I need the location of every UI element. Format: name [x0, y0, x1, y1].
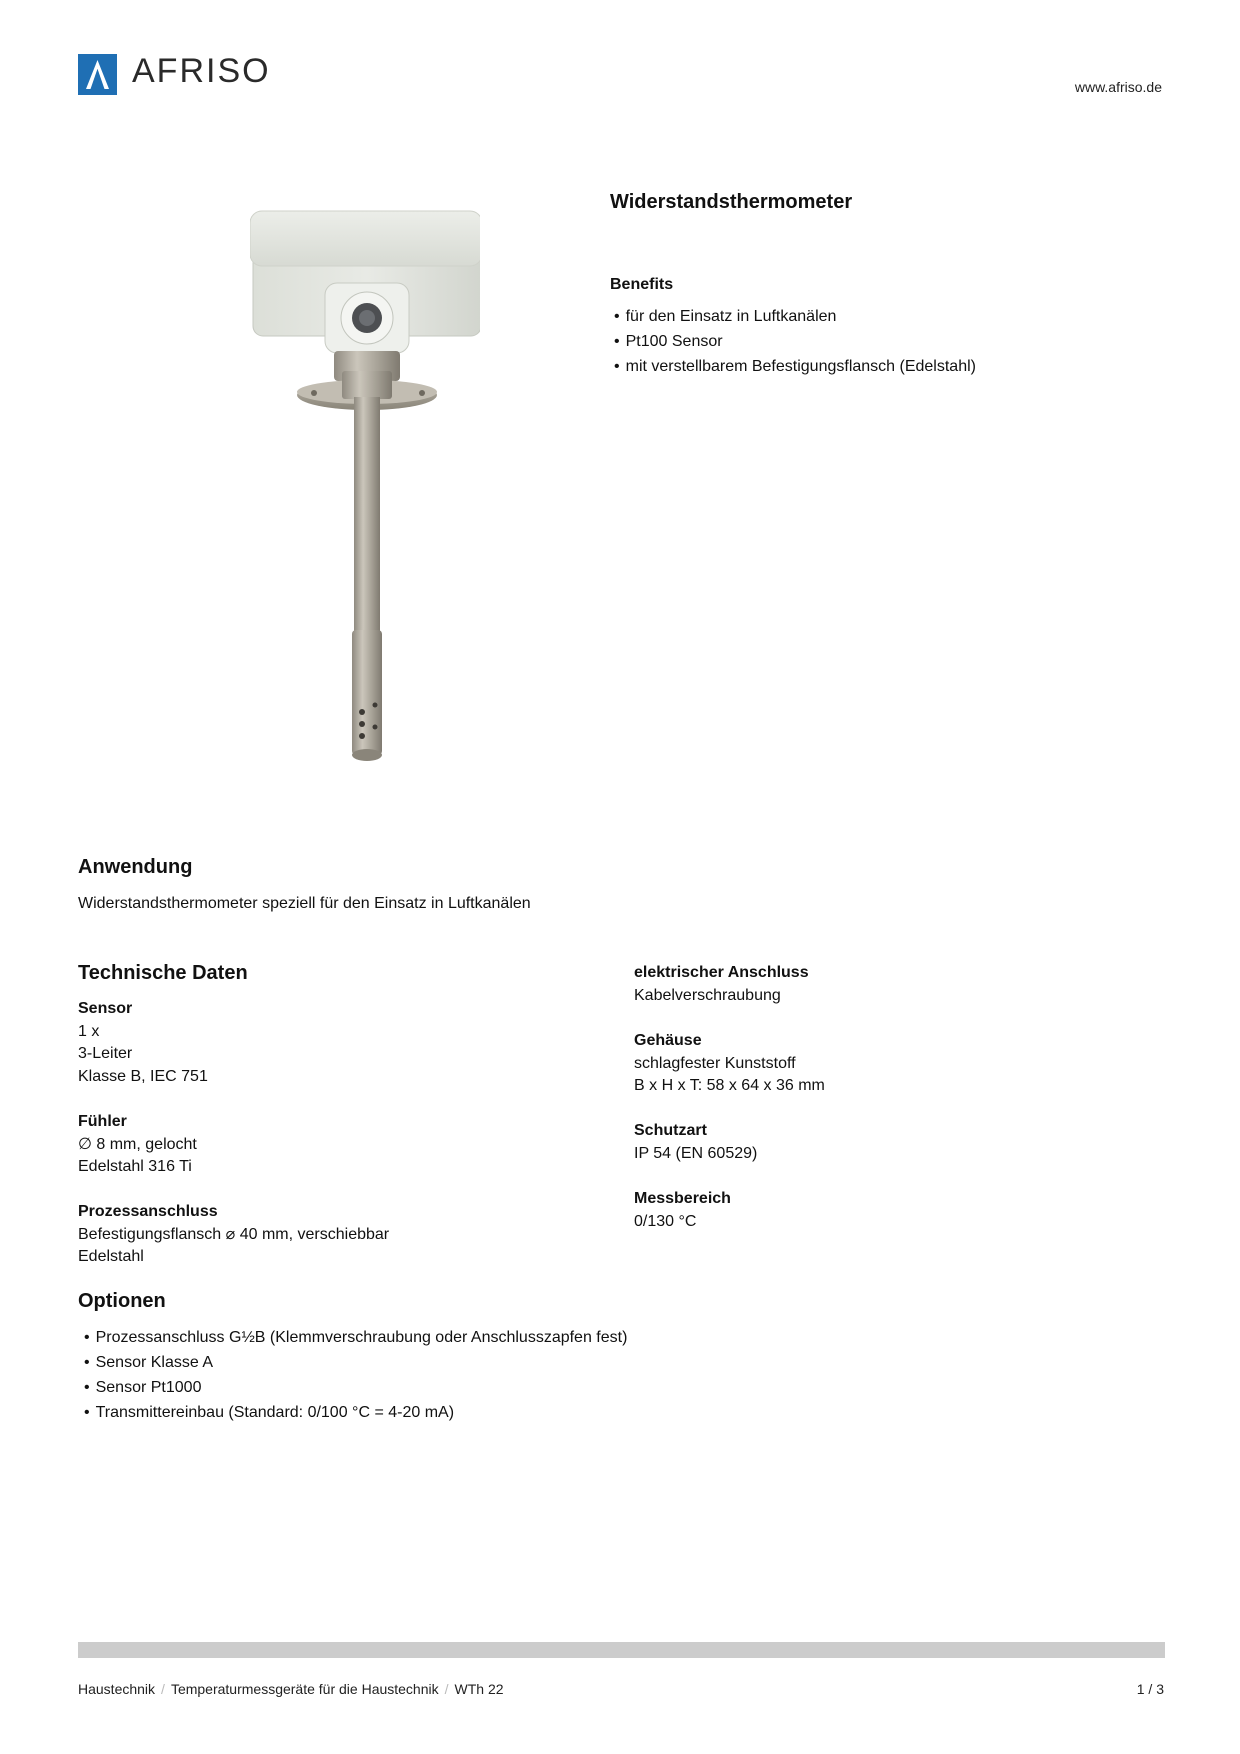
breadcrumb-item[interactable]: Temperaturmessgeräte für die Haustechnik [170, 1681, 439, 1697]
spec-label: Prozessanschluss [78, 1203, 218, 1220]
spec-messbereich [634, 1188, 731, 1233]
benefits-heading: Benefits [610, 276, 674, 293]
product-image [250, 205, 480, 770]
option-item: • Transmittereinbau (Standard: 0/100 °C = 4-20 mA) [84, 1400, 627, 1425]
website-link[interactable]: www.afriso.de [1074, 79, 1162, 95]
spec-label: Messbereich [634, 1190, 731, 1207]
benefit-item: • Pt100 Sensor [614, 329, 976, 354]
page-number: 1 / 3 [1136, 1681, 1164, 1697]
spec-value: Kabelverschraubung [634, 986, 781, 1004]
breadcrumb-item[interactable]: Haustechnik [78, 1681, 156, 1697]
spec-label: Sensor [78, 1000, 133, 1017]
spec-value: Edelstahl 316 Ti [78, 1158, 192, 1175]
spec-elektrischer-anschluss [634, 962, 809, 1007]
spec-value: 3-Leiter [78, 1045, 133, 1062]
spec-value: ∅ 8 mm, gelocht [78, 1135, 197, 1153]
optionen-heading: Optionen [78, 1290, 166, 1312]
breadcrumb [78, 1681, 504, 1697]
spec-fuehler [78, 1111, 197, 1179]
anwendung-text: Widerstandsthermometer speziell für den Einsatz in Luftkanälen [78, 895, 531, 912]
afriso-logo-mark-icon [78, 54, 117, 95]
afriso-wordmark: AFRISO [132, 52, 271, 90]
option-item: • Sensor Pt1000 [84, 1375, 627, 1400]
benefit-item: • mit verstellbarem Befestigungsflansch (Edelstahl) [614, 354, 976, 379]
spec-label: Schutzart [634, 1122, 707, 1139]
spec-value: IP 54 (EN 60529) [634, 1144, 758, 1162]
optionen-list [84, 1325, 627, 1425]
spec-value: schlagfester Kunststoff [634, 1054, 796, 1072]
spec-label: Fühler [78, 1113, 127, 1130]
breadcrumb-item[interactable]: WTh 22 [454, 1681, 504, 1697]
spec-sensor [78, 998, 208, 1088]
spec-schutzart [634, 1120, 757, 1165]
technische-daten-heading: Technische Daten [78, 962, 248, 984]
option-item: • Prozessanschluss G½B (Klemmverschraubung oder Anschlusszapfen fest) [84, 1325, 627, 1350]
footer-divider [78, 1642, 1165, 1658]
product-title: Widerstandsthermometer [610, 191, 853, 213]
spec-gehaeuse [634, 1030, 825, 1098]
option-item: • Sensor Klasse A [84, 1350, 627, 1375]
breadcrumb-separator: / [161, 1681, 165, 1697]
spec-prozessanschluss [78, 1201, 389, 1269]
spec-value: Edelstahl [78, 1248, 144, 1265]
afriso-logo[interactable] [78, 54, 308, 98]
spec-value: 0/130 °C [634, 1212, 697, 1230]
spec-value: 1 x [78, 1022, 100, 1040]
breadcrumb-separator: / [444, 1681, 449, 1697]
spec-label: Gehäuse [634, 1032, 702, 1049]
spec-label: elektrischer Anschluss [634, 964, 809, 981]
benefit-item: • für den Einsatz in Luftkanälen [614, 304, 976, 329]
spec-value: B x H x T: 58 x 64 x 36 mm [634, 1077, 825, 1094]
spec-value: Klasse B, IEC 751 [78, 1067, 208, 1085]
benefits-list [614, 304, 976, 379]
anwendung-heading: Anwendung [78, 856, 193, 878]
spec-value: Befestigungsflansch ⌀ 40 mm, verschiebbar [78, 1225, 390, 1243]
